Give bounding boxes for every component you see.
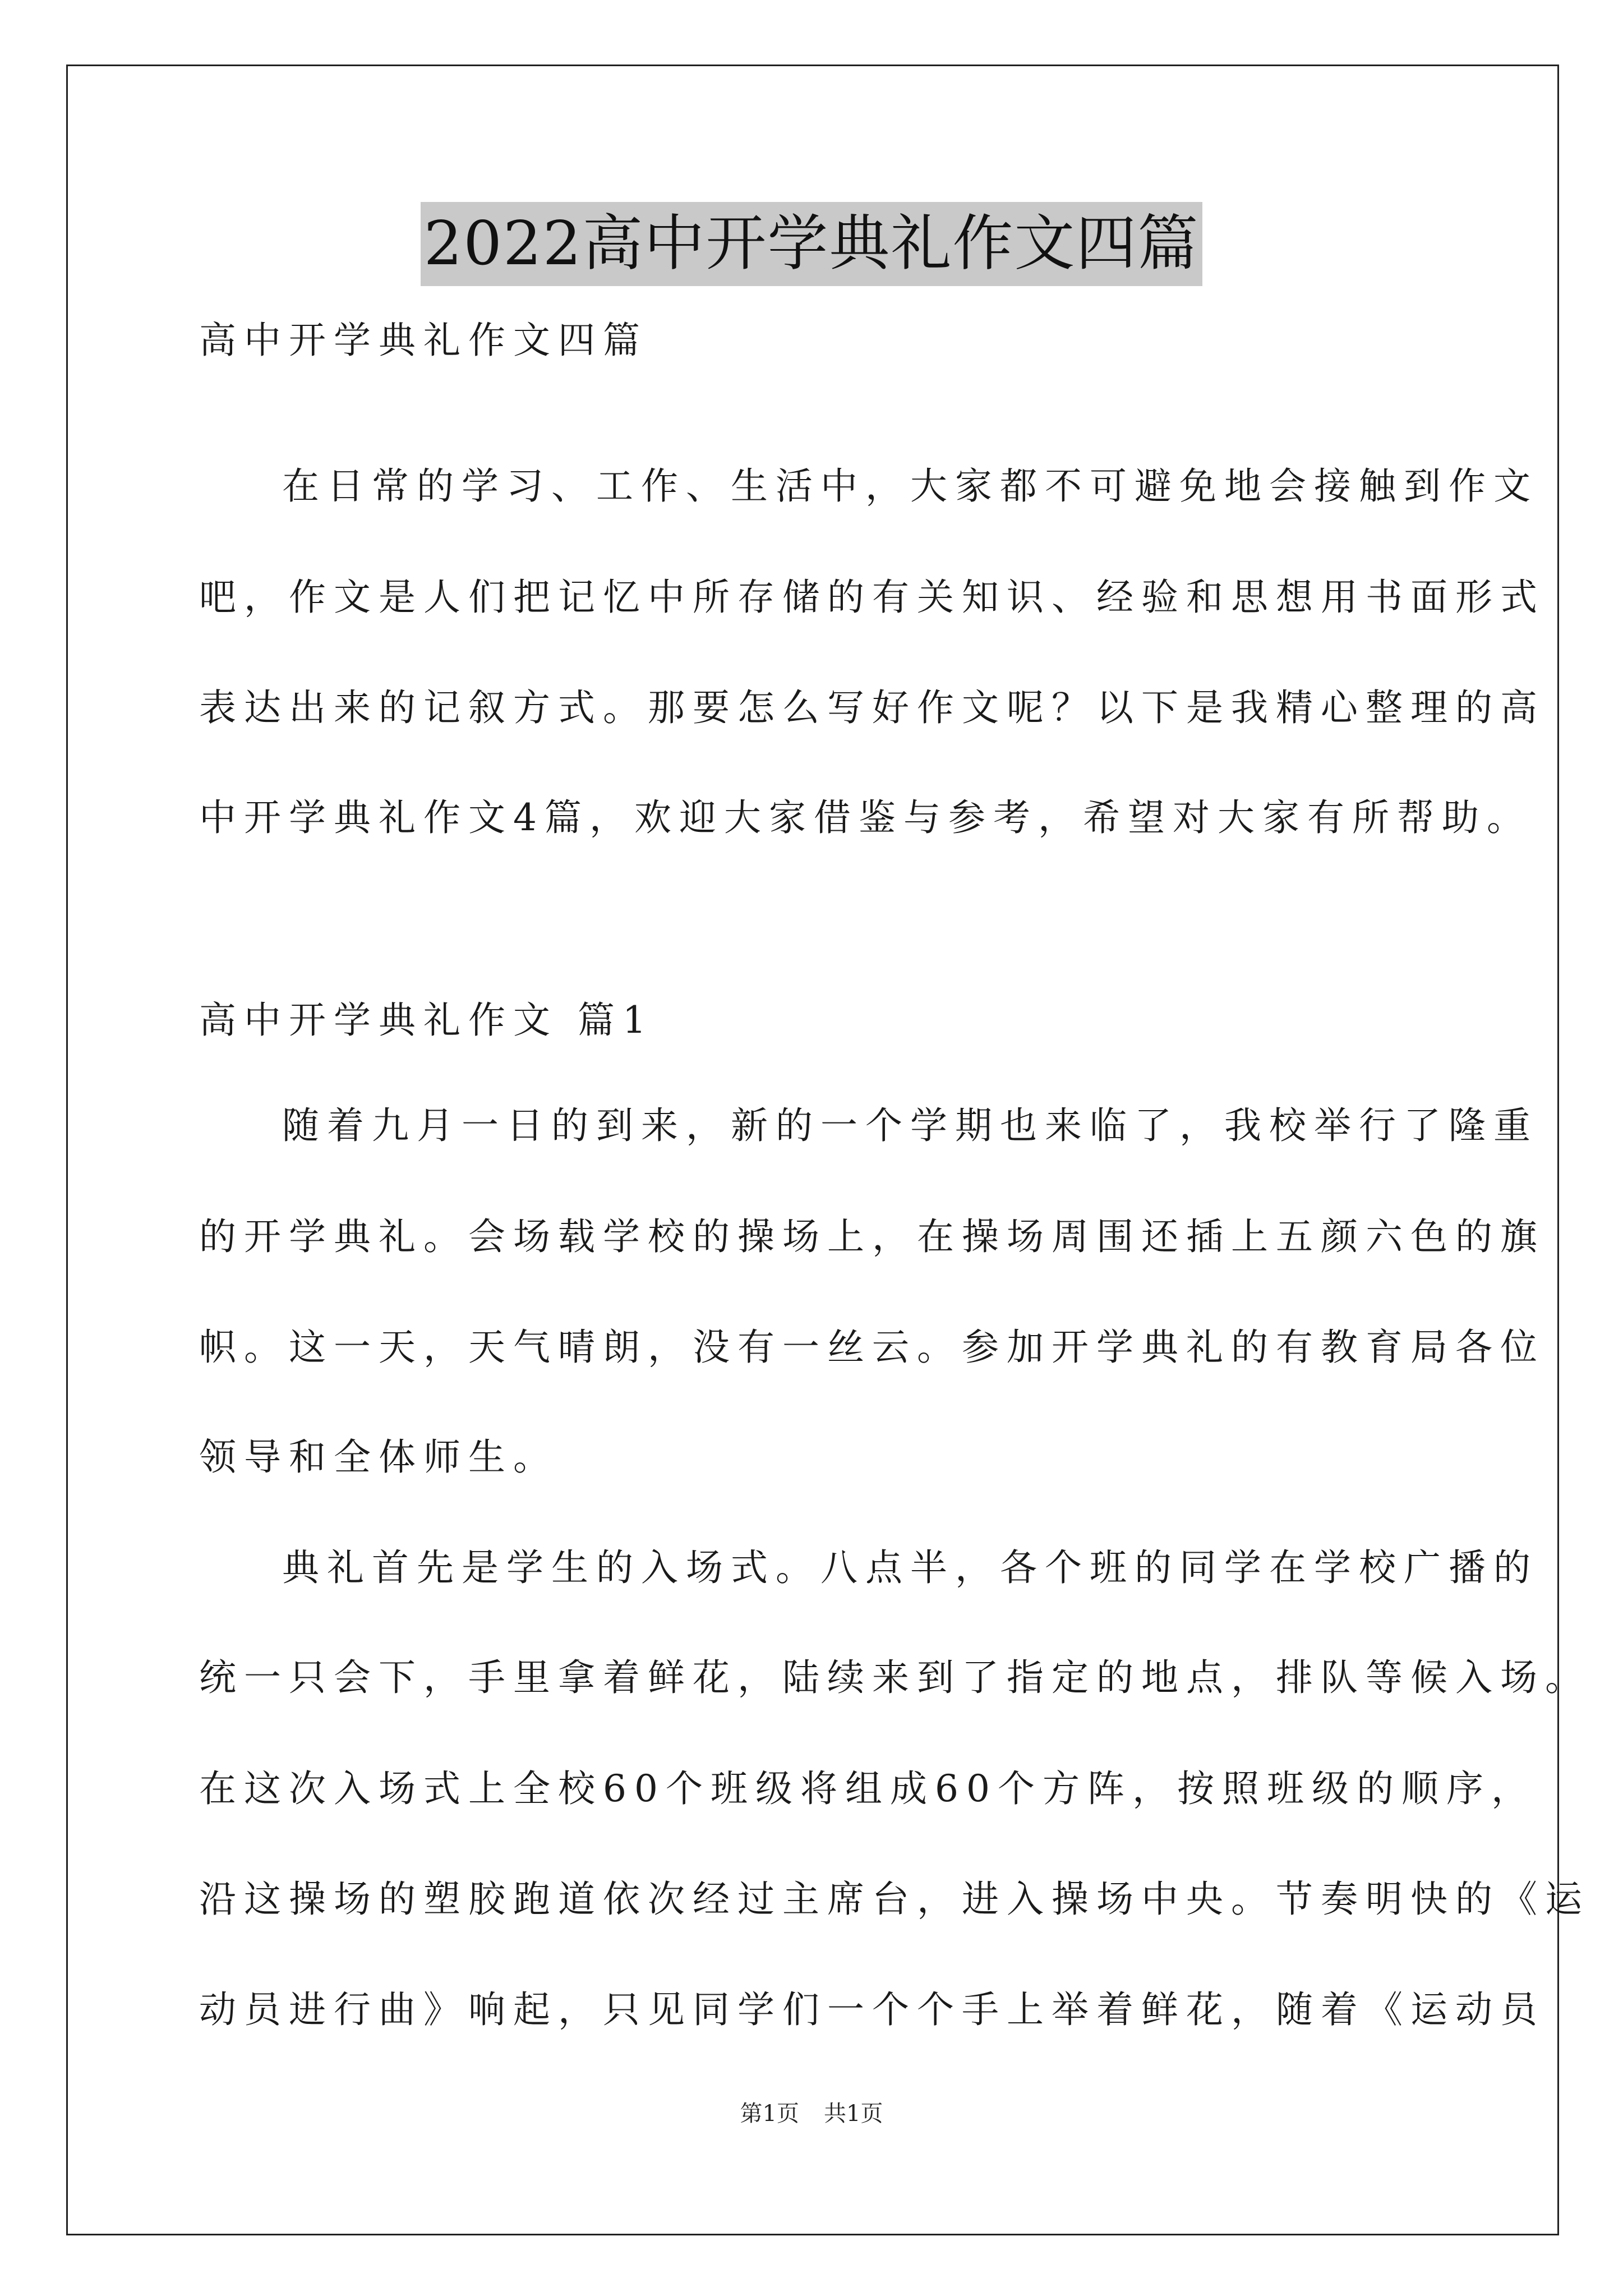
paragraph-line: 在这次入场式上全校60个班级将组成60个方阵，按照班级的顺序， — [199, 1767, 1536, 1810]
page-footer — [0, 2098, 1623, 2129]
section-heading: 高中开学典礼作文四篇 — [199, 319, 648, 362]
page-total: 共1页 — [824, 2101, 883, 2127]
paragraph-line: 中开学典礼作文4篇，欢迎大家借鉴与参考，希望对大家有所帮助。 — [199, 796, 1532, 839]
paragraph-line: 动员进行曲》响起，只见同学们一个个手上举着鲜花，随着《运动员 — [199, 1988, 1545, 2031]
paragraph-line: 帜。这一天，天气晴朗，没有一丝云。参加开学典礼的有教育局各位 — [199, 1326, 1545, 1369]
page-number: 第1页 — [740, 2101, 799, 2127]
paragraph-line: 的开学典礼。会场载学校的操场上，在操场周围还插上五颜六色的旗 — [199, 1215, 1545, 1258]
section-heading: 高中开学典礼作文 篇1 — [199, 999, 654, 1042]
paragraph-line: 统一只会下，手里拿着鲜花，陆续来到了指定的地点，排队等候入场。 — [199, 1656, 1590, 1699]
paragraph-line: 领导和全体师生。 — [199, 1435, 558, 1479]
paragraph-line: 表达出来的记叙方式。那要怎么写好作文呢？以下是我精心整理的高 — [199, 686, 1545, 729]
paragraph-line: 吧，作文是人们把记忆中所存储的有关知识、经验和思想用书面形式 — [199, 576, 1545, 619]
paragraph-line: 在日常的学习、工作、生活中，大家都不可避免地会接触到作文 — [282, 464, 1538, 508]
paragraph-line: 典礼首先是学生的入场式。八点半，各个班的同学在学校广播的 — [282, 1546, 1538, 1589]
paragraph-line: 沿这操场的塑胶跑道依次经过主席台，进入操场中央。节奏明快的《运 — [199, 1878, 1590, 1921]
paragraph-line: 随着九月一日的到来，新的一个学期也来临了，我校举行了隆重 — [282, 1104, 1538, 1147]
title-container — [0, 202, 1623, 286]
document-title: 2022高中开学典礼作文四篇 — [421, 202, 1203, 286]
